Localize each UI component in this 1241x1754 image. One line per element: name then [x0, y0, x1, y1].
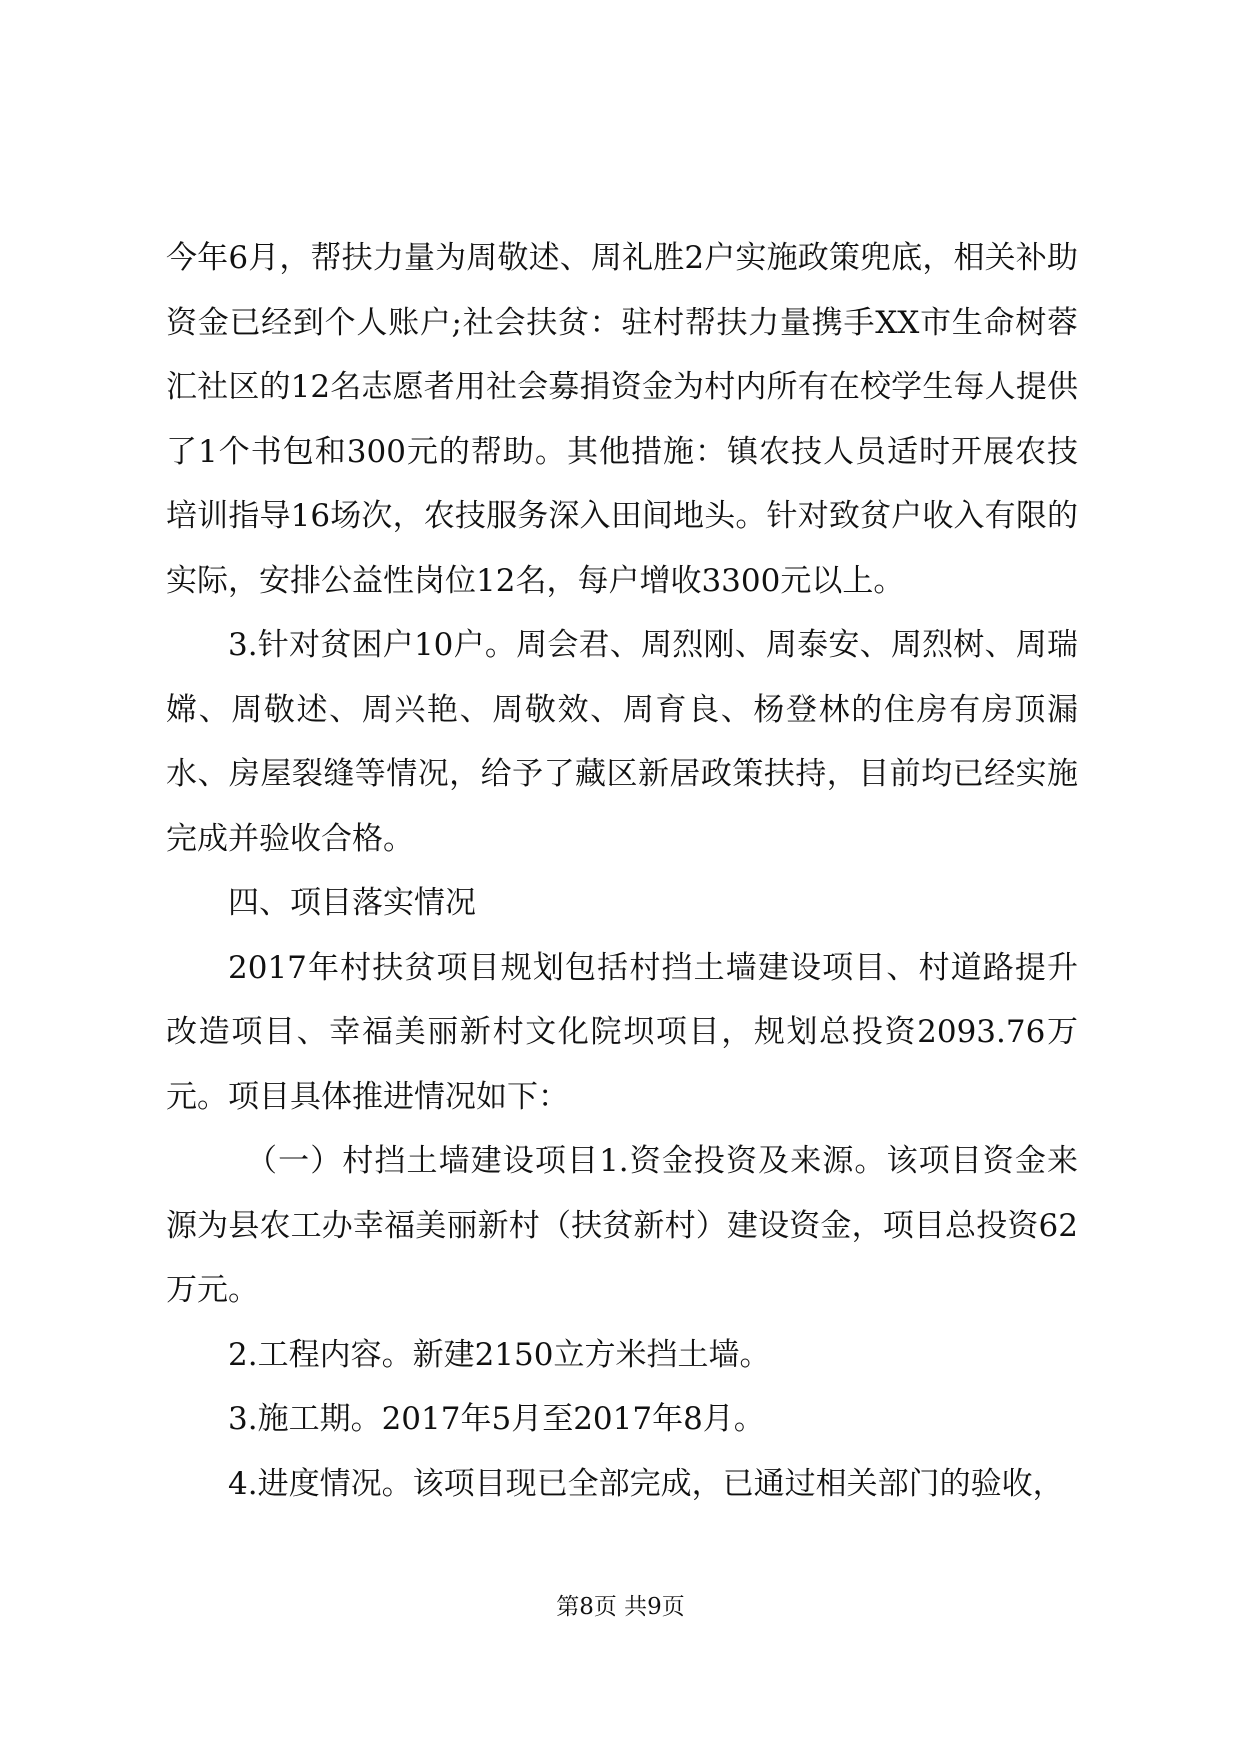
paragraph-policy-support: 今年6月，帮扶力量为周敬述、周礼胜2户实施政策兜底，相关补助资金已经到个人账户;社会扶贫：驻村帮扶力量携手XX市生命树蓉汇社区的12名志愿者用社会募捐资金为村内所有在校学生每人提供了1个书包和300元的帮助。其他措施：镇农技人员适时开展农技培训指导16场次，农技服务深入田间地头。针对致贫户收入有限的实际，安排公益性岗位12名，每户增收3300元以上。	[166, 240, 1078, 599]
paragraph-progress: 4.进度情况。该项目现已全部完成，已通过相关部门的验收，	[228, 1465, 1064, 1502]
page-number-footer: 第8页 共9页	[556, 1594, 685, 1620]
section-heading-project-implementation: 四、项目落实情况	[228, 885, 476, 921]
document-body	[166, 226, 1078, 1516]
paragraph-retaining-wall-funding: （一）村挡土墙建设项目1.资金投资及来源。该项目资金来源为县农工办幸福美丽新村（扶贫新村）建设资金，项目总投资62万元。	[166, 1143, 1078, 1308]
paragraph-construction-period: 3.施工期。2017年5月至2017年8月。	[228, 1401, 765, 1437]
paragraph-project-plan: 2017年村扶贫项目规划包括村挡土墙建设项目、村道路提升改造项目、幸福美丽新村文化院坝项目，规划总投资2093.76万元。项目具体推进情况如下：	[166, 949, 1078, 1115]
paragraph-engineering-content: 2.工程内容。新建2150立方米挡土墙。	[228, 1336, 771, 1373]
paragraph-housing-support: 3.针对贫困户10户。周会君、周烈刚、周泰安、周烈树、周瑞嫦、周敬述、周兴艳、周敬效、周育良、杨登林的住房有房顶漏水、房屋裂缝等情况，给予了藏区新居政策扶持，目前均已经实施完成并验收合格。	[166, 627, 1078, 857]
